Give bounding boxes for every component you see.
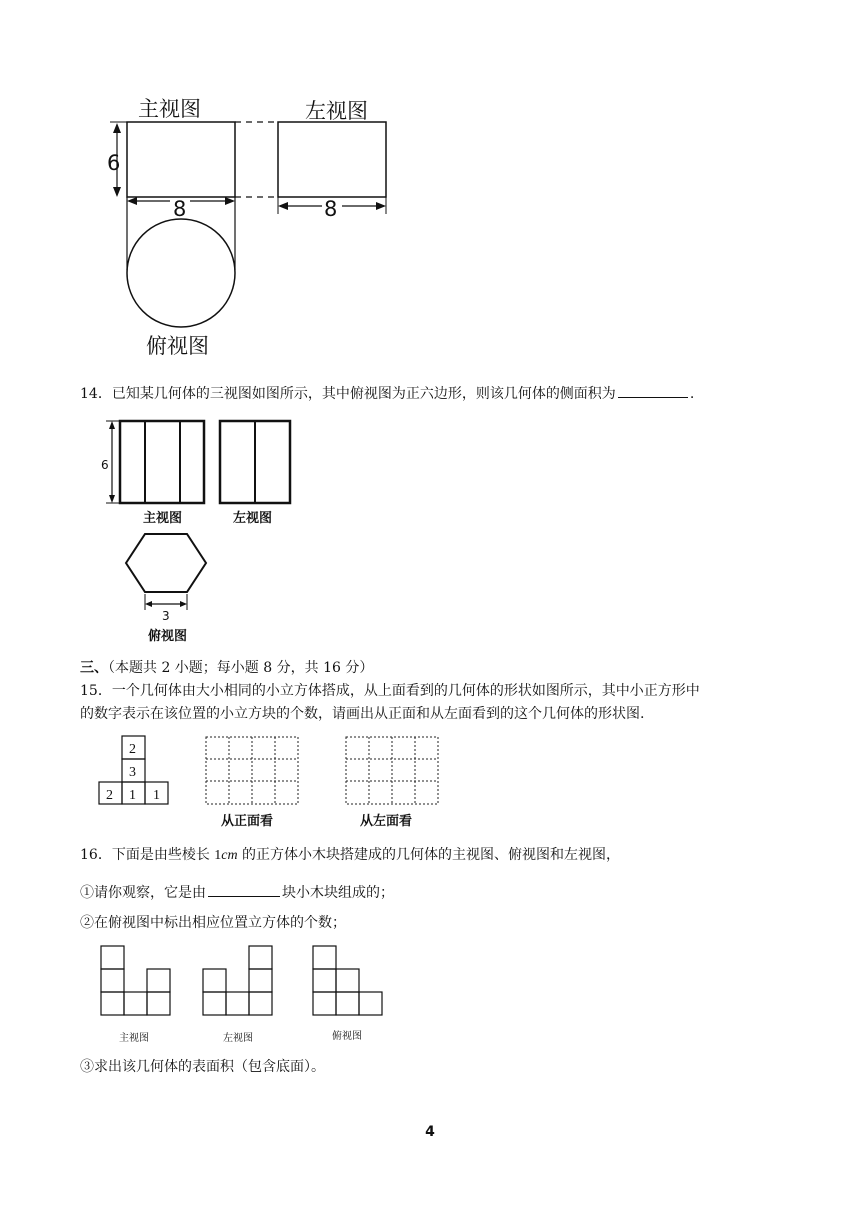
section3-heading xyxy=(80,658,373,678)
q16-math-unit: cm xyxy=(221,848,238,863)
q16-item-1-text-end: 块小木块组成的； xyxy=(282,885,394,901)
fig13-left-view-label: 左视图 xyxy=(305,99,368,123)
fig14-side-arrow-right xyxy=(180,601,187,607)
q16-text-1: 16．下面是由些棱长 xyxy=(80,847,215,863)
q16-line-1 xyxy=(80,845,620,866)
fig13-front-view-label: 主视图 xyxy=(138,97,201,121)
fig14-top-view-label: 俯视图 xyxy=(148,629,188,644)
q16-item-2: ②在俯视图中标出相应位置立方体的个数； xyxy=(80,915,346,931)
fig13-front-width-arrow-left xyxy=(127,197,137,205)
fig14-height-arrow-down xyxy=(109,495,115,503)
fig13-height-value: 6 xyxy=(107,151,121,175)
fig14-front-view-label: 主视图 xyxy=(143,511,183,526)
fig13-top-view-label: 俯视图 xyxy=(146,334,209,358)
q16-label-front: 主视图 xyxy=(119,1033,149,1044)
fig13-left-view-rect xyxy=(278,122,386,197)
q16-item-1 xyxy=(80,882,394,903)
figure-q16-three-views xyxy=(95,940,395,1048)
q16-left-view xyxy=(203,946,272,1015)
q14-answer-blank[interactable] xyxy=(618,383,688,398)
fig13-front-width-value: 8 xyxy=(173,197,187,221)
fig13-left-width-arrow-right xyxy=(376,202,386,210)
q16-top-view xyxy=(313,946,382,1015)
q16-item-1-text: ①请你观察，它是由 xyxy=(80,885,206,901)
q16-label-top: 俯视图 xyxy=(332,1031,362,1042)
section3-number: 三、 xyxy=(80,660,108,676)
q16-text-2: 的正方体小木块搭建成的几何体的主视图、俯视图和左视图， xyxy=(237,847,621,863)
fig13-height-arrow-down xyxy=(113,187,121,197)
fig14-side-arrow-left xyxy=(145,601,152,607)
fig13-left-width-value: 8 xyxy=(324,197,338,221)
q15-answer-grid-left[interactable] xyxy=(345,736,441,808)
q14-text-end: . xyxy=(689,386,695,402)
page-number: 4 xyxy=(425,1124,435,1140)
fig13-front-width-arrow-right xyxy=(225,197,235,205)
q15-grid-number-middle: 3 xyxy=(129,765,136,780)
q15-label-front: 从正面看 xyxy=(221,814,274,829)
q16-front-view xyxy=(101,946,170,1015)
q16-answer-blank[interactable] xyxy=(208,882,280,897)
q15-grid-number-bottom-center: 1 xyxy=(129,788,136,803)
fig14-height-value: 6 xyxy=(101,458,109,472)
q15-line-2: 的数字表示在该位置的小立方块的个数，请画出从正面和从左面看到的这个几何体的形状图. xyxy=(80,706,645,722)
fig13-front-view-rect xyxy=(127,122,235,197)
fig13-top-view-circle xyxy=(127,219,235,327)
q14-question xyxy=(80,383,694,404)
figure-q15-top-view-grid xyxy=(95,730,180,810)
figure-q14-three-views xyxy=(98,412,298,650)
fig14-left-view-label: 左视图 xyxy=(233,511,273,526)
section3-title: （本题共 2 小题；每小题 8 分，共 16 分） xyxy=(108,660,374,676)
fig13-left-width-arrow-left xyxy=(278,202,288,210)
q15-grid-number-bottom-left: 2 xyxy=(106,788,113,803)
q14-text: 14．已知某几何体的三视图如图所示，其中俯视图为正六边形，则该几何体的侧面积为 xyxy=(80,386,616,402)
q16-math-num: 1 xyxy=(214,848,222,863)
q15-label-left: 从左面看 xyxy=(360,814,413,829)
q16-label-left: 左视图 xyxy=(223,1033,253,1044)
fig14-height-arrow-up xyxy=(109,421,115,429)
fig14-front-view-rect xyxy=(120,421,204,503)
q15-grid-number-top: 2 xyxy=(129,742,136,757)
fig14-side-value: 3 xyxy=(162,609,170,623)
fig14-top-view-hexagon xyxy=(126,534,206,592)
figure-q13-three-views xyxy=(100,90,400,365)
q16-item-3: ③求出该几何体的表面积（包含底面）。 xyxy=(80,1059,325,1075)
q15-line-1: 15．一个几何体由大小相同的小立方体搭成，从上面看到的几何体的形状如图所示，其中小正方形中 xyxy=(80,683,700,699)
q15-grid-number-bottom-right: 1 xyxy=(153,788,160,803)
fig13-height-arrow-up xyxy=(113,123,121,133)
q15-answer-grid-front[interactable] xyxy=(205,736,301,808)
